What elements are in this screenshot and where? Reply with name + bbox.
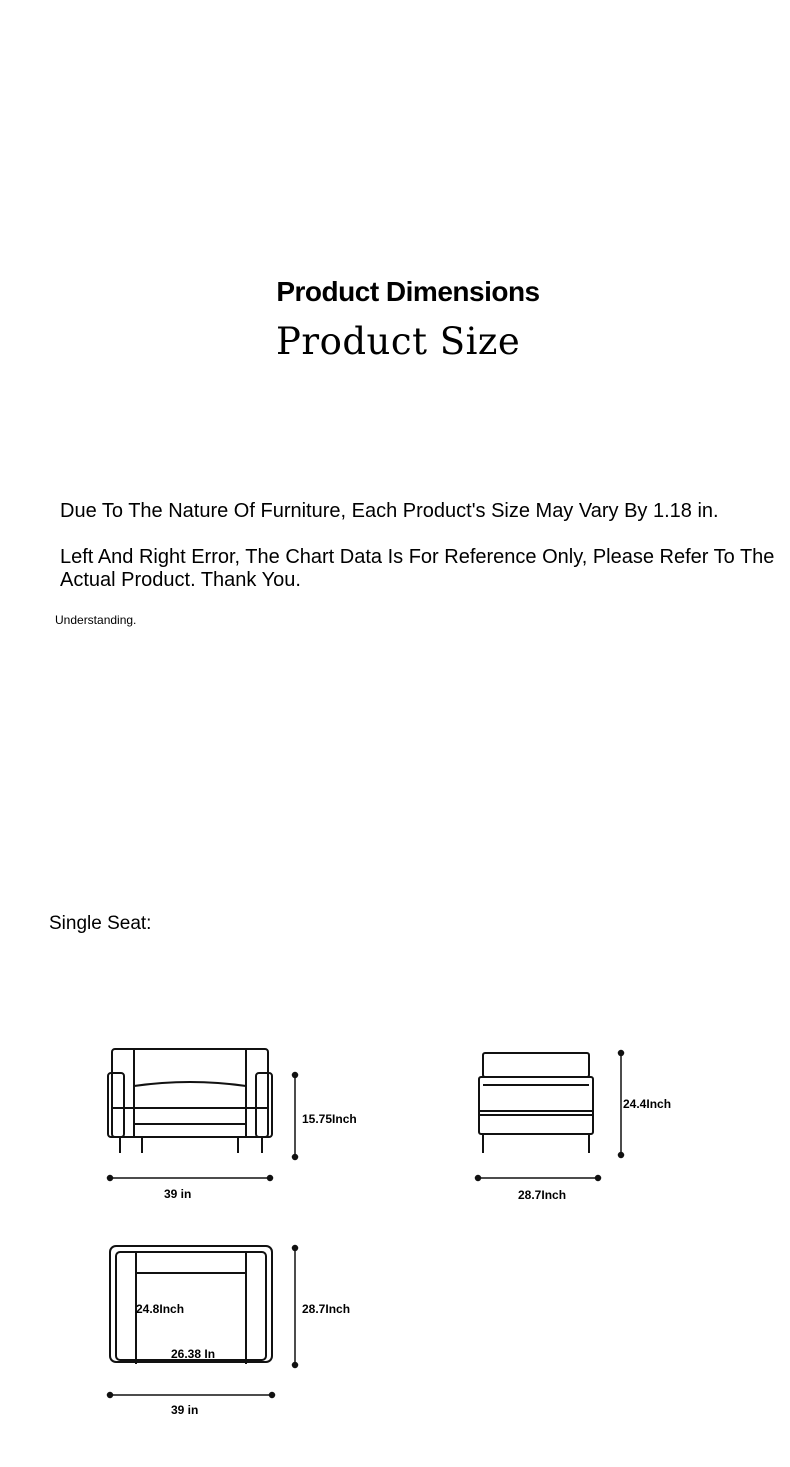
front-seat-height-label: 15.75Inch: [302, 1112, 357, 1126]
top-inner-depth-label: 24.8Inch: [136, 1302, 185, 1316]
top-inner-width-label: 26.38 In: [171, 1347, 216, 1361]
reference-disclaimer: Left And Right Error, The Chart Data Is For Reference Only, Please Refer To The Actual Product. Thank You.: [60, 546, 775, 591]
side-height-label: 24.4Inch: [623, 1097, 672, 1111]
side-view-drawing: [479, 1053, 593, 1153]
single-seat-label: Single Seat:: [49, 913, 152, 934]
side-depth-label: 28.7Inch: [518, 1188, 567, 1202]
front-width-label: 39 in: [164, 1187, 192, 1201]
page-title: Product Dimensions: [276, 276, 540, 307]
size-variance-note: Due To The Nature Of Furniture, Each Product's Size May Vary By 1.18 in.: [60, 500, 719, 522]
top-depth-label: 28.7Inch: [302, 1302, 351, 1316]
understanding-text: Understanding.: [55, 613, 137, 627]
page-subtitle: Product Size: [276, 320, 521, 363]
front-view-drawing: [108, 1049, 272, 1153]
top-width-label: 39 in: [171, 1403, 199, 1417]
